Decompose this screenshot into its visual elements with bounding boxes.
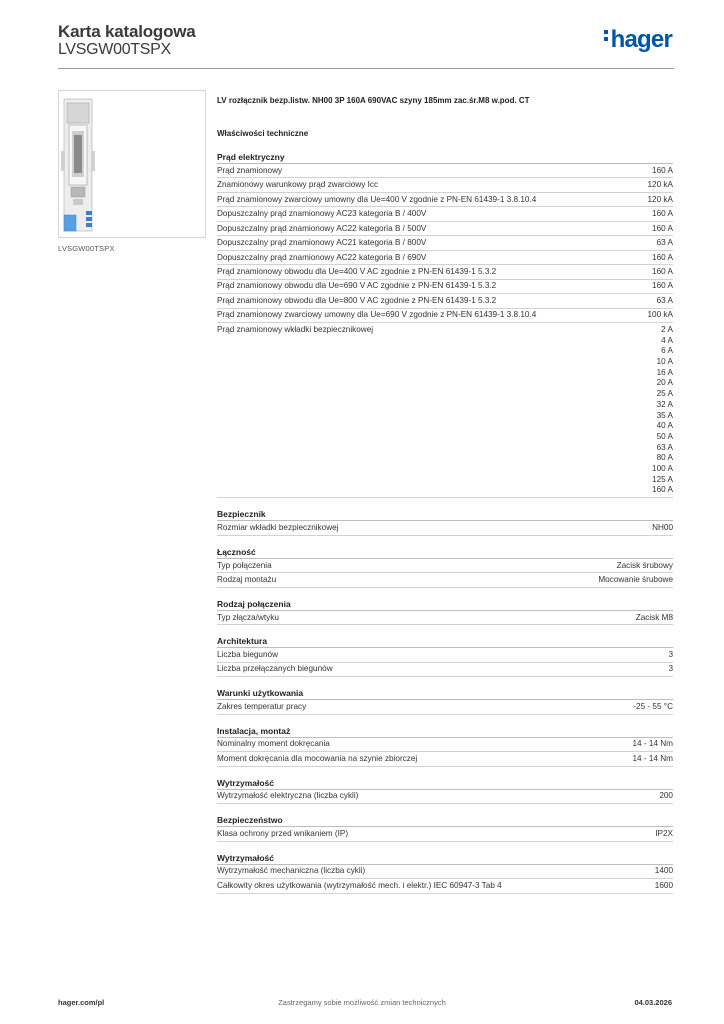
property-label: Moment dokręcania dla mocowania na szynie zbiorczej (217, 753, 418, 763)
section-wytrzymalosc-mechaniczna (217, 852, 673, 894)
property-row (217, 222, 673, 236)
rows-prad (217, 164, 673, 323)
section-bezpieczenstwo (217, 814, 673, 841)
footer-date: 04.03.2026 (634, 998, 672, 1007)
product-code: LVSGW00TSPX (58, 41, 171, 58)
fuse-rating-value: 35 A (656, 410, 673, 420)
product-image (58, 90, 206, 238)
property-row (217, 193, 673, 207)
property-label: Prąd znamionowy wkładki bezpiecznikowej (217, 324, 374, 334)
property-row (217, 790, 673, 804)
property-label: Prąd znamionowy (217, 165, 283, 175)
property-value: 160 A (652, 165, 673, 175)
property-label: Dopuszczalny prąd znamionowy AC23 kategoria B / 400V (217, 209, 427, 219)
property-row (217, 573, 673, 587)
property-label: Zakres temperatur pracy (217, 701, 307, 711)
property-row (217, 280, 673, 294)
section-title: Warunki użytkowania (217, 687, 673, 700)
property-row (217, 827, 673, 841)
property-label: Dopuszczalny prąd znamionowy AC21 kategoria B / 800V (217, 238, 427, 248)
property-row (217, 738, 673, 752)
property-value: 63 A (656, 238, 673, 248)
property-value: Mocowanie śrubowe (598, 575, 673, 585)
property-value: 1600 (654, 880, 673, 890)
rows-architektura (217, 648, 673, 677)
rows-rodzaj (217, 611, 673, 625)
property-row (217, 236, 673, 250)
rows-warunki (217, 700, 673, 714)
section-title: Wytrzymałość (217, 852, 673, 865)
rows-wytrzymalosc2 (217, 865, 673, 894)
rows-lacznosc (217, 559, 673, 588)
property-label: Rozmiar wkładki bezpiecznikowej (217, 523, 339, 533)
section-prad-elektryczny (217, 151, 673, 498)
property-value: 200 (659, 791, 673, 801)
section-title: Rodzaj połączenia (217, 598, 673, 611)
footer-notice: Zastrzegamy sobie możliwość zmian technicznych (278, 998, 446, 1007)
fuse-rating-value: 4 A (661, 335, 673, 345)
rows-bezpieczenstwo (217, 827, 673, 841)
property-row (217, 611, 673, 625)
logo-dots-icon (604, 30, 609, 44)
property-label: Wytrzymałość elektryczna (liczba cykli) (217, 791, 359, 801)
property-value: Zacisk M8 (635, 612, 673, 622)
section-rodzaj-polaczenia (217, 598, 673, 625)
section-title: Instalacja, montaż (217, 725, 673, 738)
fuse-rating-value: 2 A (661, 324, 673, 334)
property-label: Rodzaj montażu (217, 575, 277, 585)
property-label: Całkowity okres użytkowania (wytrzymałość mech. i elektr.) IEC 60947-3 Tab 4 (217, 880, 502, 890)
property-label: Prąd znamionowy obwodu dla Ue=690 V AC zgodnie z PN-EN 61439-1 5.3.2 (217, 281, 497, 291)
fuse-rating-value: 63 A (656, 442, 673, 452)
property-label: Znamionowy warunkowy prąd zwarciowy Icc (217, 180, 379, 190)
property-row (217, 521, 673, 535)
properties-heading: Właściwości techniczne (217, 129, 309, 138)
property-row (217, 879, 673, 893)
rows-wytrzymalosc1 (217, 790, 673, 804)
property-row (217, 752, 673, 766)
property-value: 100 kA (647, 310, 673, 320)
fuse-rating-value: 40 A (656, 421, 673, 431)
property-row (217, 559, 673, 573)
fuse-rating-value: 32 A (656, 399, 673, 409)
document-title: Karta katalogowa (58, 22, 196, 41)
property-value: Zacisk śrubowy (616, 560, 673, 570)
property-label: Typ złącza/wtyku (217, 612, 279, 622)
property-label: Nominalny moment dokręcania (217, 739, 330, 749)
fuse-rating-value: 10 A (656, 357, 673, 367)
section-architektura (217, 635, 673, 677)
fuse-ratings-list (652, 325, 673, 496)
fuse-rating-value: 16 A (656, 367, 673, 377)
property-label: Dopuszczalny prąd znamionowy AC22 kategoria B / 500V (217, 223, 427, 233)
fuse-rating-value: 125 A (652, 474, 673, 484)
property-row (217, 309, 673, 323)
property-row (217, 164, 673, 178)
logo-text: hager (610, 26, 672, 53)
property-row-fuse-ratings (217, 323, 673, 498)
properties-sections (217, 151, 673, 894)
property-value: 14 - 14 Nm (632, 739, 673, 749)
section-title: Bezpieczeństwo (217, 814, 673, 827)
property-label: Typ połączenia (217, 560, 272, 570)
section-wytrzymalosc-elektryczna (217, 777, 673, 804)
property-label: Prąd znamionowy zwarciowy umowny dla Ue=400 V zgodnie z PN-EN 61439-1 3.8.10.4 (217, 194, 537, 204)
property-value: 160 A (652, 209, 673, 219)
section-warunki-uzytkowania (217, 687, 673, 714)
fuse-rating-value: 20 A (656, 378, 673, 388)
property-value: 3 (668, 664, 673, 674)
section-bezpiecznik (217, 508, 673, 535)
section-title: Wytrzymałość (217, 777, 673, 790)
property-value: 3 (668, 650, 673, 659)
section-lacznosc (217, 546, 673, 588)
property-value: 160 A (652, 281, 673, 291)
fuse-rating-value: 80 A (656, 453, 673, 463)
property-label: Klasa ochrony przed wnikaniem (IP) (217, 828, 349, 838)
property-row (217, 265, 673, 279)
property-value: 160 A (652, 223, 673, 233)
property-value: 160 A (652, 252, 673, 262)
property-label: Prąd znamionowy zwarciowy umowny dla Ue=690 V zgodnie z PN-EN 61439-1 3.8.10.4 (217, 310, 537, 320)
section-title: Architektura (217, 635, 673, 648)
hager-logo (604, 26, 672, 54)
property-value: 63 A (656, 295, 673, 305)
rows-instalacja (217, 738, 673, 767)
property-row (217, 251, 673, 265)
technical-sheet (217, 95, 673, 904)
property-row (217, 865, 673, 879)
property-row (217, 700, 673, 714)
property-label: Prąd znamionowy obwodu dla Ue=400 V AC zgodnie z PN-EN 61439-1 5.3.2 (217, 266, 497, 276)
property-row (217, 207, 673, 221)
property-label: Liczba biegunów (217, 650, 278, 659)
section-title: Bezpiecznik (217, 508, 673, 521)
property-value: 160 A (652, 266, 673, 276)
header-divider (58, 68, 674, 69)
footer-website-link[interactable]: hager.com/pl (58, 998, 105, 1007)
fuse-rating-value: 50 A (656, 431, 673, 441)
fuse-rating-value: 100 A (652, 464, 673, 474)
fuse-switch-disconnector-icon (59, 91, 207, 239)
section-title: Prąd elektryczny (217, 151, 673, 164)
property-value: IP2X (655, 828, 673, 838)
property-value: 120 kA (647, 194, 673, 204)
product-description: LV rozłącznik bezp.listw. NH00 3P 160A 690VAC szyny 185mm zac.śr.M8 w.pod. CT (217, 96, 530, 105)
property-label: Wytrzymałość mechaniczna (liczba cykli) (217, 866, 366, 876)
fuse-rating-value: 160 A (652, 485, 673, 495)
property-row (217, 648, 673, 662)
property-value: 120 kA (647, 180, 673, 190)
product-image-caption: LVSGW00TSPX (58, 244, 115, 253)
property-value: -25 - 55 °C (633, 701, 673, 711)
property-label: Prąd znamionowy obwodu dla Ue=800 V AC zgodnie z PN-EN 61439-1 5.3.2 (217, 295, 497, 305)
page-header (58, 20, 674, 70)
section-instalacja-montaz (217, 725, 673, 767)
property-label: Dopuszczalny prąd znamionowy AC22 kategoria B / 690V (217, 252, 427, 262)
property-value: NH00 (652, 523, 673, 533)
property-value: 1400 (654, 866, 673, 876)
property-row (217, 663, 673, 677)
rows-bezpiecznik (217, 521, 673, 535)
property-value: 14 - 14 Nm (632, 753, 673, 763)
property-label: Liczba przełączanych biegunów (217, 664, 333, 674)
fuse-rating-value: 6 A (661, 346, 673, 356)
property-row (217, 294, 673, 308)
fuse-rating-value: 25 A (656, 389, 673, 399)
property-row (217, 178, 673, 192)
section-title: Łączność (217, 546, 673, 559)
